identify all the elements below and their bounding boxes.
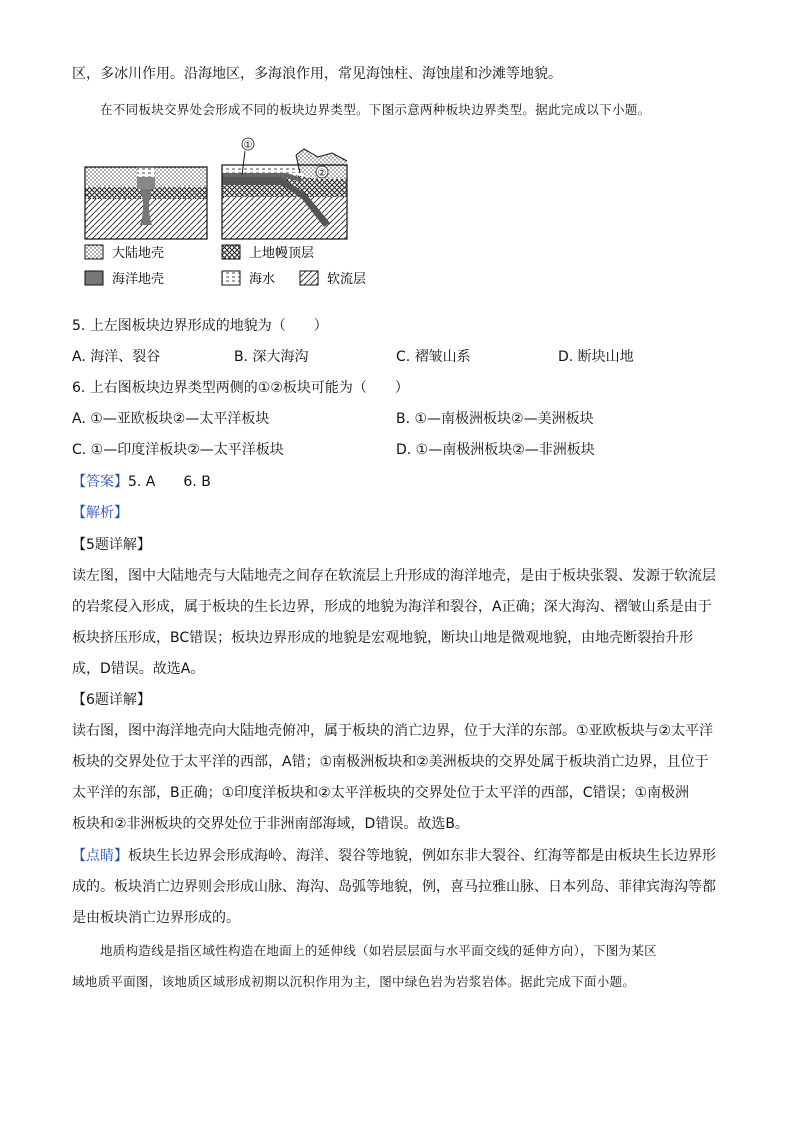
dianjing-line-3: 是由板块消亡边界形成的。 bbox=[72, 910, 240, 926]
dianjing-tag: 【点睛】 bbox=[72, 848, 128, 864]
stem-2-line-2: 域地质平面图，该地质区域形成初期以沉积作用为主，图中绿色岩为岩浆岩体。据此完成下面小题。 bbox=[72, 974, 636, 989]
q6-option-a: A. ①—亚欧板块②—太平洋板块 bbox=[72, 411, 270, 427]
dianjing-line-2: 成的。板块消亡边界则会形成山脉、海沟、岛弧等地貌，例，喜马拉雅山脉、日本列岛、菲律宾海沟等都 bbox=[72, 879, 716, 895]
intro-line: 区，多冰川作用。沿海地区，多海浪作用，常见海蚀柱、海蚀崖和沙滩等地貌。 bbox=[72, 66, 562, 82]
dianjing-line-1 bbox=[72, 846, 732, 866]
q5-option-c: C. 褶皱山系 bbox=[396, 349, 471, 365]
marker-2: ② bbox=[317, 168, 327, 179]
legend-label-oceanic: 海洋地壳 bbox=[112, 272, 165, 287]
legend-label-continental: 大陆地壳 bbox=[112, 246, 165, 261]
q5-option-d: D. 断块山地 bbox=[558, 349, 634, 365]
legend-swatch-asthenosphere bbox=[300, 271, 318, 285]
detail-6-line-1: 读右图，图中海洋地壳向大陆地壳俯冲，属于板块的消亡边界，位于大洋的东部。①亚欧板块与②太平洋 bbox=[72, 723, 714, 739]
legend-swatch-seawater bbox=[222, 271, 240, 285]
q6-option-b: B. ①—南极洲板块②—美洲板块 bbox=[396, 411, 594, 427]
answer-text: 5. A 6. B bbox=[128, 474, 211, 490]
detail-5-line-2: 的岩浆侵入形成，属于板块的生长边界，形成的地貌为海洋和裂谷，A正确；深大海沟、褶皱山系是由于 bbox=[72, 599, 712, 615]
q5-option-a: A. 海洋、裂谷 bbox=[72, 349, 161, 365]
legend-swatch-upper-mantle bbox=[222, 245, 240, 259]
right-diagram bbox=[222, 138, 347, 239]
detail-6-line-2: 板块的交界处位于太平洋的西部，A错；①南极洲板块和②美洲板块的交界处属于板块消亡边界，且位于 bbox=[72, 754, 709, 770]
detail-6-line-3: 太平洋的东部，B正确；①印度洋板块和②太平洋板块的交界处位于太平洋的西部，C错误；①南极洲 bbox=[72, 785, 690, 801]
detail-6-line-4: 板块和②非洲板块的交界处位于非洲南部海域，D错误。故选B。 bbox=[72, 816, 469, 832]
detail-5-tag: 【5题详解】 bbox=[72, 537, 151, 553]
legend bbox=[85, 245, 366, 287]
detail-5-line-4: 成，D错误。故选A。 bbox=[72, 661, 205, 677]
detail-6-tag: 【6题详解】 bbox=[72, 692, 151, 708]
question-6: 6. 上右图板块边界类型两侧的①②板块可能为（ ） bbox=[72, 380, 409, 396]
legend-swatch-oceanic bbox=[85, 271, 103, 285]
q6-option-d: D. ①—南极洲板块②—非洲板块 bbox=[396, 442, 595, 458]
answer-tag: 【答案】 bbox=[72, 474, 128, 490]
answer-line bbox=[72, 472, 732, 492]
legend-swatch-continental bbox=[85, 245, 103, 259]
left-diagram bbox=[85, 167, 207, 239]
detail-5-line-1: 读左图，图中大陆地壳与大陆地壳之间存在软流层上升形成的海洋地壳，是由于板块张裂、发源于软流层 bbox=[72, 568, 716, 584]
detail-5-line-3: 板块挤压形成，BC错误；板块边界形成的地貌是宏观地貌，断块山地是微观地貌，由地壳断裂抬升形 bbox=[72, 630, 694, 646]
analysis-tag: 【解析】 bbox=[72, 505, 128, 521]
legend-label-upper-mantle: 上地幔顶层 bbox=[249, 246, 315, 261]
question-5: 5. 上左图板块边界形成的地貌为（ ） bbox=[72, 318, 328, 334]
legend-label-seawater: 海水 bbox=[249, 272, 276, 287]
plate-boundary-figure bbox=[82, 135, 382, 297]
dianjing-first: 板块生长边界会形成海岭、海洋、裂谷等地貌，例如东非大裂谷、红海等都是由板块生长边界形 bbox=[128, 848, 716, 864]
stem-2-line-1: 地质构造线是指区域性构造在地面上的延伸线（如岩层层面与水平面交线的延伸方向），下图为某区 bbox=[100, 943, 657, 958]
question-stem: 在不同板块交界处会形成不同的板块边界类型。下图示意两种板块边界类型。据此完成以下小题。 bbox=[100, 102, 651, 117]
q6-option-c: C. ①—印度洋板块②—太平洋板块 bbox=[72, 442, 284, 458]
legend-label-asthenosphere: 软流层 bbox=[327, 272, 367, 287]
q5-option-b: B. 深大海沟 bbox=[234, 349, 309, 365]
marker-1: ① bbox=[243, 140, 253, 151]
